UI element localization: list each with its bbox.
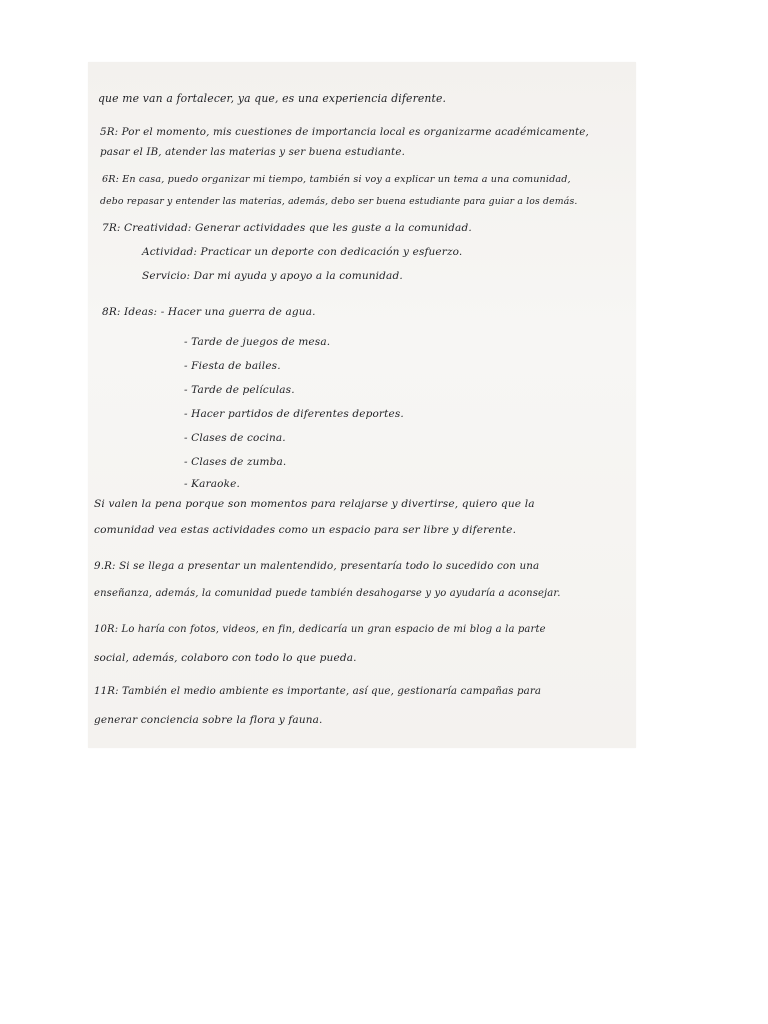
text-line: 9.R: Si se llega a presentar un malentendido, presentaría todo lo sucedido con una xyxy=(94,560,540,572)
text-line: 8R: Ideas: - Hacer una guerra de agua. xyxy=(102,306,316,318)
text-line: pasar el IB, atender las materias y ser buena estudiante. xyxy=(100,146,405,158)
text-line: enseñanza, además, la comunidad puede también desahogarse y yo ayudaría a aconsejar. xyxy=(94,588,561,599)
text-line: Servicio: Dar mi ayuda y apoyo a la comunidad. xyxy=(142,270,403,282)
list-item: - Tarde de películas. xyxy=(184,384,295,396)
list-item: - Tarde de juegos de mesa. xyxy=(184,336,331,348)
text-line: Si valen la pena porque son momentos para relajarse y divertirse, quiero que la xyxy=(94,498,535,510)
list-item: - Fiesta de bailes. xyxy=(184,360,281,372)
text-line: que me van a fortalecer, ya que, es una experiencia diferente. xyxy=(98,92,447,105)
text-line: debo repasar y entender las materias, además, debo ser buena estudiante para guiar a los demás. xyxy=(100,196,578,207)
text-line: comunidad vea estas actividades como un espacio para ser libre y diferente. xyxy=(94,524,517,536)
list-item: - Clases de cocina. xyxy=(184,432,286,444)
text-line: 6R: En casa, puedo organizar mi tiempo, también si voy a explicar un tema a una comunidad, xyxy=(102,174,571,185)
text-line: 11R: También el medio ambiente es importante, así que, gestionaría campañas para xyxy=(94,686,542,697)
text-line: Actividad: Practicar un deporte con dedicación y esfuerzo. xyxy=(142,246,463,258)
text-line: social, además, colaboro con todo lo que pueda. xyxy=(94,652,357,664)
text-line: 10R: Lo haría con fotos, videos, en fin, dedicaría un gran espacio de mi blog a la parte xyxy=(94,624,546,635)
text-line: 7R: Creatividad: Generar actividades que les guste a la comunidad. xyxy=(102,222,472,234)
list-item: - Hacer partidos de diferentes deportes. xyxy=(184,408,404,420)
list-item: - Clases de zumba. xyxy=(184,456,287,468)
list-item: - Karaoke. xyxy=(184,478,241,490)
text-line: 5R: Por el momento, mis cuestiones de importancia local es organizarme académicamente, xyxy=(100,126,589,138)
handwritten-page xyxy=(88,62,636,748)
text-line: generar conciencia sobre la flora y fauna. xyxy=(94,714,323,726)
